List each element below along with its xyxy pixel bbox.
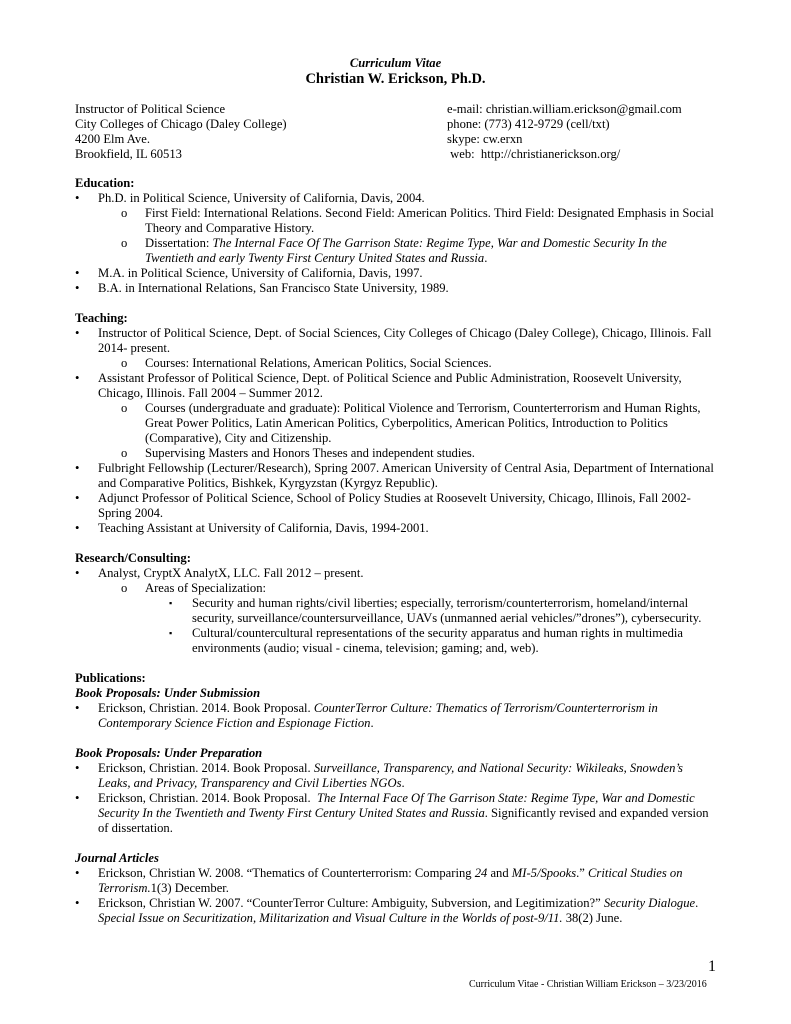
pub-citation: .” xyxy=(576,866,589,880)
list-item xyxy=(75,566,715,581)
teaching-sub-item: Supervising Masters and Honors Theses and independent studies. xyxy=(145,446,475,460)
list-item xyxy=(75,371,715,401)
circle-bullet-icon: o xyxy=(121,356,128,370)
list-item xyxy=(75,791,715,836)
edu-phd: Ph.D. in Political Science, University of California, Davis, 2004. xyxy=(98,191,425,205)
pub-title: MI-5/Spooks xyxy=(511,866,577,880)
teaching-item: Assistant Professor of Political Science, Dept. of Political Science and Public Administration, Roosevelt University, Chicago, Illinois. Fall 2004 – Summer 2012. xyxy=(98,371,682,400)
pub-citation: and xyxy=(487,866,512,880)
list-item xyxy=(75,596,715,626)
list-item xyxy=(75,326,715,356)
teaching-item: Teaching Assistant at University of California, Davis, 1994-2001. xyxy=(98,521,429,535)
bullet-icon: • xyxy=(75,566,80,580)
punctuation: . xyxy=(484,251,488,265)
teaching-sub-item: Courses (undergraduate and graduate): Political Violence and Terrorism, Counterterrorism and Human Rights, Great Power Politics, Latin American Politics, Cyberpolitics, American Politics, Introduction to Politics (Comparative), City and Citizenship. xyxy=(145,401,701,445)
contact-skype: skype: cw.erxn xyxy=(447,132,523,146)
contact-email: e-mail: christian.william.erickson@gmail.com xyxy=(447,102,682,116)
contact-institution: City Colleges of Chicago (Daley College) xyxy=(75,117,287,131)
teaching-item: Instructor of Political Science, Dept. of Social Sciences, City Colleges of Chicago (Daley College), Chicago, Illinois. Fall 2014- present. xyxy=(98,326,712,355)
punctuation: . xyxy=(695,896,699,910)
contact-web: web: http://christianerickson.org/ xyxy=(447,147,621,161)
list-item xyxy=(75,236,715,266)
pub-citation: Erickson, Christian. 2014. Book Proposal. xyxy=(98,761,314,775)
list-item xyxy=(75,701,715,731)
journal-name: Security Dialogue xyxy=(603,896,696,910)
circle-bullet-icon: o xyxy=(121,206,128,220)
edu-ma: M.A. in Political Science, University of California, Davis, 1997. xyxy=(98,266,423,280)
edu-diss-label: Dissertation: xyxy=(145,236,213,250)
list-item xyxy=(75,281,715,296)
teaching-sub-item: Courses: International Relations, American Politics, Social Sciences. xyxy=(145,356,492,370)
teaching-heading: Teaching: xyxy=(75,311,128,325)
contact-affiliation xyxy=(75,102,287,162)
contact-city: Brookfield, IL 60513 xyxy=(75,147,182,161)
punctuation: . xyxy=(401,776,405,790)
bullet-icon: • xyxy=(75,521,80,535)
bullet-icon: • xyxy=(75,281,80,295)
pub-subheading: Book Proposals: Under Submission xyxy=(75,686,261,700)
list-item xyxy=(75,446,715,461)
bullet-icon: • xyxy=(75,896,80,910)
list-item xyxy=(75,191,715,206)
edu-phd-fields: First Field: International Relations. Second Field: American Politics. Third Field: Designated Emphasis in Social Theory and Comparative History. xyxy=(145,206,714,235)
pub-citation: Erickson, Christian W. 2008. “Thematics of Counterterrorism: Comparing xyxy=(98,866,475,880)
list-item xyxy=(75,896,715,926)
bullet-icon: • xyxy=(75,491,80,505)
bullet-icon: • xyxy=(75,791,80,805)
pub-citation: Erickson, Christian. 2014. Book Proposal. xyxy=(98,701,314,715)
list-item xyxy=(75,866,715,896)
circle-bullet-icon: o xyxy=(121,401,128,415)
page-number: 1 xyxy=(708,958,716,975)
teaching-item: Adjunct Professor of Political Science, School of Policy Studies at Roosevelt University, Chicago, Illinois, Fall 2002-Spring 2004. xyxy=(98,491,691,520)
edu-ba: B.A. in International Relations, San Francisco State University, 1989. xyxy=(98,281,449,295)
contact-title: Instructor of Political Science xyxy=(75,102,226,116)
list-item xyxy=(75,491,715,521)
journal-issue: 1(3) December. xyxy=(150,881,229,895)
bullet-icon: • xyxy=(75,371,80,385)
list-item xyxy=(75,581,715,596)
pub-title: Surveillance, Transparency, and National Security: Wikileaks, Snowden’s Leaks, and Privacy, Transparency and Civil Liberties NGOs xyxy=(98,761,683,790)
square-bullet-icon: ▪ xyxy=(169,598,173,608)
research-specialization: Security and human rights/civil liberties; especially, terrorism/counterterrorism, homeland/internal security, surveillance/countersurveillance, UAVs (unmanned aerial vehicles/”drones”), cybersecurity. xyxy=(192,596,702,625)
contact-details xyxy=(447,102,682,162)
pub-title: The Internal Face Of The Garrison State: Regime Type, War and Domestic Security In the Twentieth and Twenty First Century United States and Russia xyxy=(98,791,695,820)
bullet-icon: • xyxy=(75,191,80,205)
contact-phone: phone: (773) 412-9729 (cell/txt) xyxy=(447,117,610,131)
list-item xyxy=(75,761,715,791)
research-heading: Research/Consulting: xyxy=(75,551,191,565)
publications-heading: Publications: xyxy=(75,671,146,685)
list-item xyxy=(75,356,715,371)
list-item xyxy=(75,461,715,491)
pub-note: . Significantly revised and expanded version of dissertation. xyxy=(98,806,709,835)
list-item xyxy=(75,626,715,656)
bullet-icon: • xyxy=(75,701,80,715)
pub-subheading: Book Proposals: Under Preparation xyxy=(75,746,263,760)
research-item: Analyst, CryptX AnalytX, LLC. Fall 2012 – present. xyxy=(98,566,364,580)
bullet-icon: • xyxy=(75,326,80,340)
research-specialization: Cultural/countercultural representations of the security apparatus and human rights in multimedia environments (audio; visual - cinema, television; gaming; and, web). xyxy=(192,626,684,655)
pub-title: 24 xyxy=(474,866,488,880)
contact-street: 4200 Elm Ave. xyxy=(75,132,150,146)
special-issue: Special Issue on Securitization, Militarization and Visual Culture in the Worlds of post-9/11. xyxy=(98,911,563,925)
education-heading: Education: xyxy=(75,176,135,190)
pub-citation: Erickson, Christian. 2014. Book Proposal. xyxy=(98,791,317,805)
list-item xyxy=(75,401,715,446)
journal-issue: 38(2) June. xyxy=(562,911,623,925)
page-footer: Curriculum Vitae - Christian William Erickson – 3/23/2016 xyxy=(469,979,707,990)
circle-bullet-icon: o xyxy=(121,236,128,250)
author-name: Christian W. Erickson, Ph.D. xyxy=(305,71,486,87)
bullet-icon: • xyxy=(75,461,80,475)
bullet-icon: • xyxy=(75,761,80,775)
bullet-icon: • xyxy=(75,866,80,880)
pub-subheading: Journal Articles xyxy=(75,851,159,865)
punctuation: . xyxy=(370,716,374,730)
list-item xyxy=(75,206,715,236)
list-item xyxy=(75,266,715,281)
teaching-item: Fulbright Fellowship (Lecturer/Research), Spring 2007. American University of Central Asia, Department of International and Comparative Politics, Bishkek, Kyrgyzstan (Kyrgyz Republic). xyxy=(98,461,714,490)
document-type: Curriculum Vitae xyxy=(349,56,442,70)
journal-name: Critical Studies on Terrorism. xyxy=(98,866,683,895)
list-item xyxy=(75,521,715,536)
circle-bullet-icon: o xyxy=(121,446,128,460)
circle-bullet-icon: o xyxy=(121,581,128,595)
pub-title: CounterTerror Culture: Thematics of Terrorism/Counterterrorism in Contemporary Science Fiction and Espionage Fiction xyxy=(98,701,658,730)
bullet-icon: • xyxy=(75,266,80,280)
edu-diss-title: The Internal Face Of The Garrison State: Regime Type, War and Domestic Security In the Twentieth and early Twenty First Century United States and Russia xyxy=(145,236,667,265)
cv-content xyxy=(75,176,715,926)
square-bullet-icon: ▪ xyxy=(169,628,173,638)
pub-citation: Erickson, Christian W. 2007. “CounterTerror Culture: Ambiguity, Subversion, and Legitimization?” xyxy=(98,896,604,910)
research-sub-item: Areas of Specialization: xyxy=(145,581,266,595)
